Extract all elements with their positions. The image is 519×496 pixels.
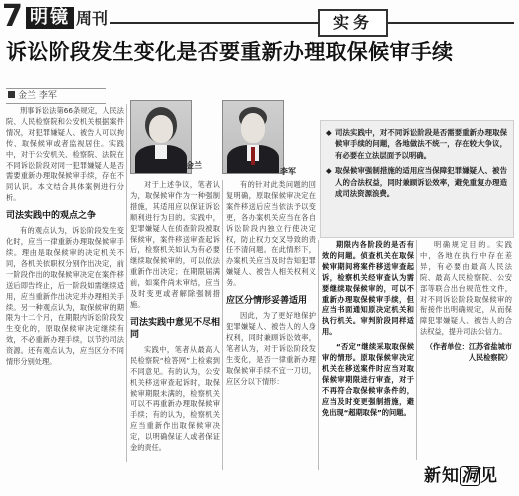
paper-name: 明镜 bbox=[26, 7, 74, 29]
author-affiliation: （作者单位：江苏省盐城市人民检察院） bbox=[425, 342, 512, 363]
page-number: 7 bbox=[2, 0, 23, 34]
column-divider bbox=[222, 180, 223, 470]
column-5 bbox=[420, 240, 512, 462]
column-4-body: 期限内各阶段的是否有效的问题。侦查机关在取保候审期间将案件移送审查起诉，检察机关经审查认为需要继续取保候审的，可以不重新办理取保候审手续，但应当书面通知原决定机关和执行机关。审判阶段同样适用。 bbox=[322, 240, 414, 337]
subheading-2: 司法实践中意见不尽相同 bbox=[130, 317, 220, 340]
highlight-1: ◆ 司法实践中，对不同诉讼阶段是否需要重新办理取保候审手续的问题，各地做法不统一，存在较大争议，有必要在立法层面予以明确。 bbox=[326, 128, 507, 160]
column-logo: 新知洞见 bbox=[424, 466, 498, 486]
byline bbox=[6, 88, 106, 104]
column-divider bbox=[126, 104, 127, 462]
column-2-body-2: 实践中，笔者从最高人民检察院“检答网”上检索到不同意见。有的认为，公安机关移送审查起诉时，取保候审期限未满的，检察机关可以不再重新办理取保候审手续；有的认为，检察机关应当重新作出取保候审决定，以明确保证人或者保证金的责任。 bbox=[130, 344, 220, 453]
column-1-body: 有的观点认为，诉讼阶段发生变化时，应当一律重新办理取保候审手续。理由是取保候审的决定机关不同，各机关依职权分别作出决定，前一阶段作出的取保候审决定在案件移送后即告终止，后一阶段如需继续适用，应当重新作出决定并办理相关手续。另一种观点认为，取保候审的期限为十二个月，在期限内诉讼阶段发生变化的，原取保候审决定继续有效，不必重新办理手续，以节约司法资源。还有观点认为，应当区分不同情形分别处理。 bbox=[6, 226, 124, 367]
weekly-label: 周刊 bbox=[76, 9, 109, 28]
header-rule bbox=[110, 22, 514, 24]
photo-caption-1: 金兰 bbox=[186, 161, 202, 170]
subheading-3: 应区分情形妥善适用 bbox=[226, 296, 308, 307]
photo-caption-2: 李军 bbox=[280, 167, 296, 176]
diamond-bullet-icon: ◆ bbox=[326, 128, 332, 137]
column-4 bbox=[322, 240, 414, 470]
column-3 bbox=[226, 180, 316, 470]
column-1 bbox=[6, 106, 124, 462]
byline-square-icon bbox=[8, 91, 15, 98]
author-photo-2 bbox=[222, 100, 284, 174]
logo-box: 洞 bbox=[461, 466, 479, 486]
column-5-body: 明确规定目的。实践中，各地在执行中存在差异，有必要由最高人民法院、最高人民检察院、公安部等联合出台规范性文件，对不同诉讼阶段取保候审的衔接作出明确规定，从而保障犯罪嫌疑人、被告人的合法权益，提升司法公信力。 bbox=[420, 240, 512, 337]
column-3-body-2: 因此，为了更好地保护犯罪嫌疑人、被告人的人身权利，同时兼顾诉讼效率，笔者认为，对于诉讼阶段发生变化，是否一律重新办理取保候审手续不宜一刀切，应区分以下情形： bbox=[226, 311, 316, 386]
highlight-box bbox=[320, 120, 514, 238]
article-title: 诉讼阶段发生变化是否要重新办理取保候审手续 bbox=[6, 40, 454, 64]
subheading-1: 司法实践中的观点之争 bbox=[6, 211, 97, 222]
column-divider bbox=[416, 240, 417, 460]
column-2 bbox=[130, 180, 220, 470]
column-1-intro: 刑事诉讼法第66条规定，人民法院、人民检察院和公安机关根据案件情况，对犯罪嫌疑人、被告人可以拘传、取保候审或者监视居住。实践中，对于公安机关、检察院、法院在不同诉讼阶段对同一犯罪嫌疑人是否需要重新办理取保候审手续，存在不同认识。本文结合具体案例进行分析。 bbox=[6, 106, 124, 203]
column-2-body: 对于上述争议，笔者认为，取保候审作为一种强制措施，其适用应以保证诉讼顺利进行为目的。实践中，犯罪嫌疑人在侦查阶段被取保候审，案件移送审查起诉后，检察机关如认为有必要继续取保候审的，可以依法重新作出决定；在期限届满前，如案件尚未审结，应当及时变更或者解除强制措施。 bbox=[130, 180, 220, 309]
column-3-body: 有的针对此类问题的回复明确，原取保候审决定在案件移送后应当依法予以变更，各办案机关应当在各自诉讼阶段内独立行使决定权，防止权力交叉导致的责任不清问题。在此情形下，办案机关应当及时告知犯罪嫌疑人、被告人相关权利义务。 bbox=[226, 180, 316, 288]
section-label: 实务 bbox=[318, 9, 388, 37]
column-4-body-2: “否定”继续采取取保候审的情形。原取保候审决定机关在移送案件时应当对取保候审期限进行审查，对于不再符合取保候审条件的，应当及时变更强制措施，避免出现“超期取保”的问题。 bbox=[322, 342, 414, 417]
column-divider bbox=[318, 240, 319, 470]
diamond-bullet-icon: ◆ bbox=[326, 166, 332, 176]
highlight-2: ◆ 取保候审强制措施的适用应当保障犯罪嫌疑人、被告人的合法权益，同时兼顾诉讼效率，避免重复办理造成司法资源浪费。 bbox=[326, 166, 507, 199]
author-photo-1 bbox=[130, 100, 192, 174]
byline-authors: 金兰 李军 bbox=[18, 91, 57, 101]
